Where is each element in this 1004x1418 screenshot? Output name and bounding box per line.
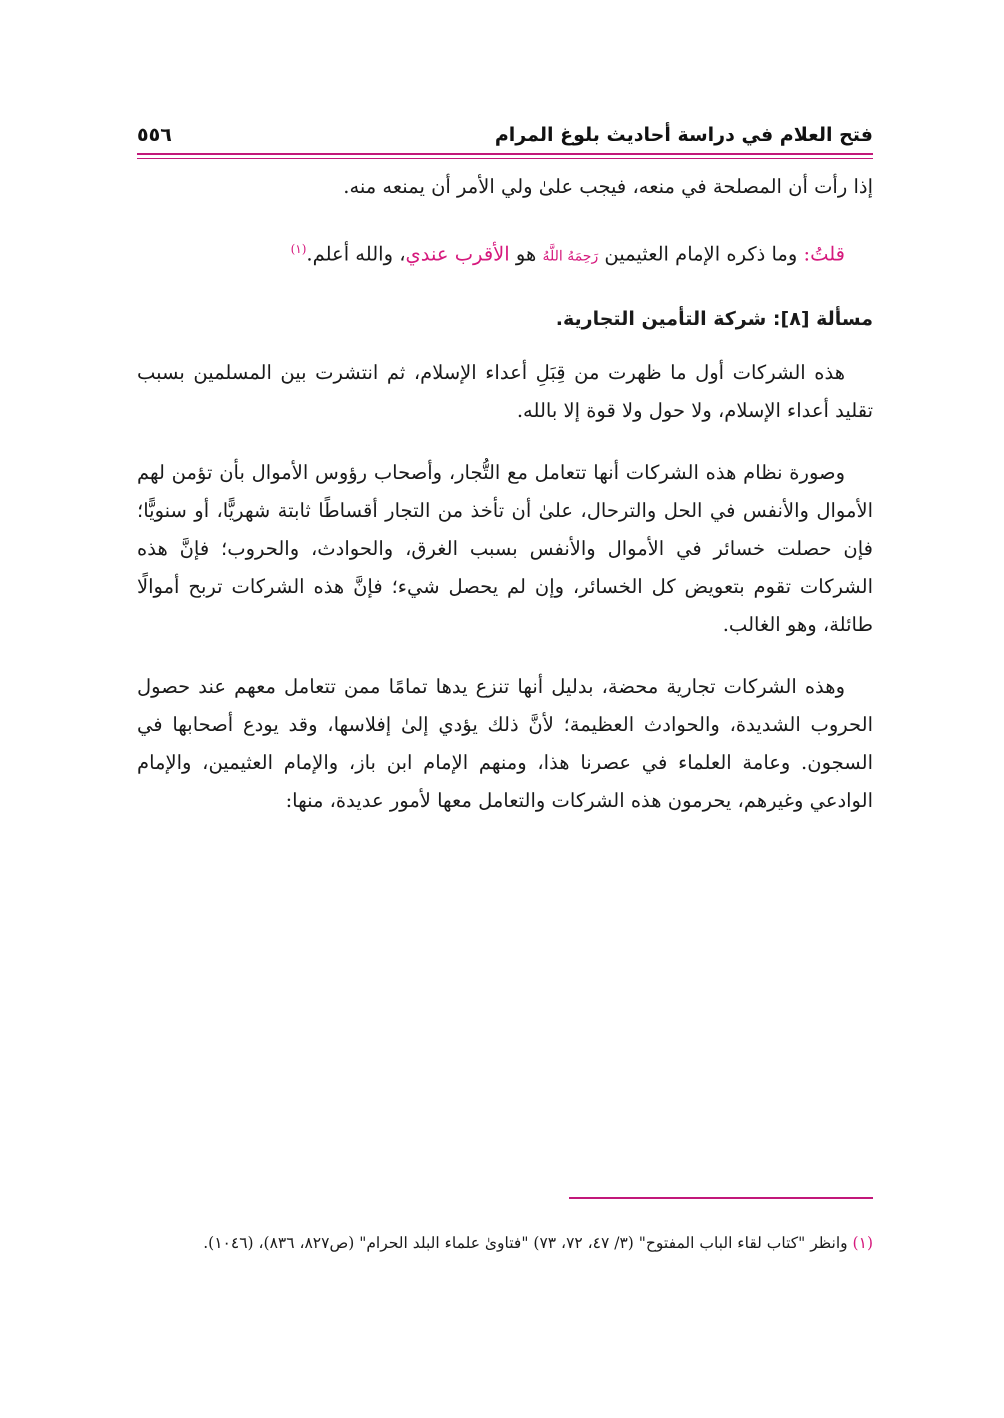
- section-heading: مسألة [٨]: شركة التأمين التجارية.: [555, 307, 873, 330]
- honorific: رَحِمَهُ اللَّهُ: [542, 248, 599, 265]
- paragraph-3: هذه الشركات أول ما ظهرت من قِبَلِ أعداء الإسلام، ثم انتشرت بين المسلمين بسبب تقليد أعداء الإسلام، ولا حول ولا قوة إلا بالله.: [137, 360, 873, 422]
- fn-text1: وانظر: [805, 1234, 853, 1252]
- header-rule-thick: [137, 153, 873, 155]
- book-title: فتح العلام في دراسة أحاديث بلوغ المرام: [494, 124, 873, 146]
- fn-text2: (٣/ ٤٧، ٧٢، ٧٣): [528, 1234, 639, 1252]
- main-text: [137, 168, 873, 820]
- paragraph-5: وهذه الشركات تجارية محضة، بدليل أنها تنزع يدها تمامًا ممن تتعامل معهم عند حصول الحروب الشديدة، والحوادث العظيمة؛ لأنَّ ذلك يؤدي إلىٰ إفلاسها، وقد يودع أصحابها في السجون. وعامة العلماء في عصرنا هذا، ومنهم الإمام ابن باز، والإمام العثيمين، والإمام الوادعي وغيرهم، يحرمون هذه الشركات والتعامل معها لأمور عديدة، منها:: [137, 674, 873, 812]
- fn-text3: (ص٨٢٧، ٨٣٦)، (١٠٤٦).: [203, 1234, 360, 1252]
- paragraph-4: وصورة نظام هذه الشركات أنها تتعامل مع التُّجار، وأصحاب رؤوس الأموال بأن تؤمن لهم الأموال والأنفس في الحل والترحال، علىٰ أن تأخذ من التجار أقساطًا ثابتة شهريًّا، أو سنويًّا؛ فإن حصلت خسائر في الأموال والأنفس بسبب الغرق، والحوادث، والحروب؛ فإنَّ هذه الشركات تقوم بتعويض كل الخسائر، وإن لم يحصل شيء؛ فإنَّ هذه الشركات تربح أموالًا طائلة، وهو الغالب.: [137, 460, 873, 636]
- paragraph-2: [137, 230, 873, 276]
- footnote: [137, 1228, 873, 1258]
- footnote-marker: (١): [852, 1234, 873, 1252]
- running-header: [137, 118, 873, 152]
- fn-ref-book1: "كتاب لقاء الباب المفتوح": [638, 1234, 806, 1252]
- footnote-reference[interactable]: (١): [290, 242, 307, 256]
- p2-text3: ، والله أعلم.: [306, 242, 406, 266]
- header-rule-thin: [137, 158, 873, 159]
- p2-text2: هو: [509, 242, 543, 266]
- said-lead: قلتُ:: [803, 242, 845, 266]
- highlight-opinion: الأقرب عندي: [405, 242, 510, 266]
- footnote-rule: [569, 1197, 873, 1199]
- paragraph-1: إذا رأت أن المصلحة في منعه، فيجب علىٰ ولي الأمر أن يمنعه منه.: [343, 175, 873, 198]
- page-number: ٥٥٦: [137, 124, 172, 146]
- fn-ref-book2: "فتاوىٰ علماء البلد الحرام": [359, 1234, 529, 1252]
- p2-text1: وما ذكره الإمام العثيمين: [598, 242, 804, 266]
